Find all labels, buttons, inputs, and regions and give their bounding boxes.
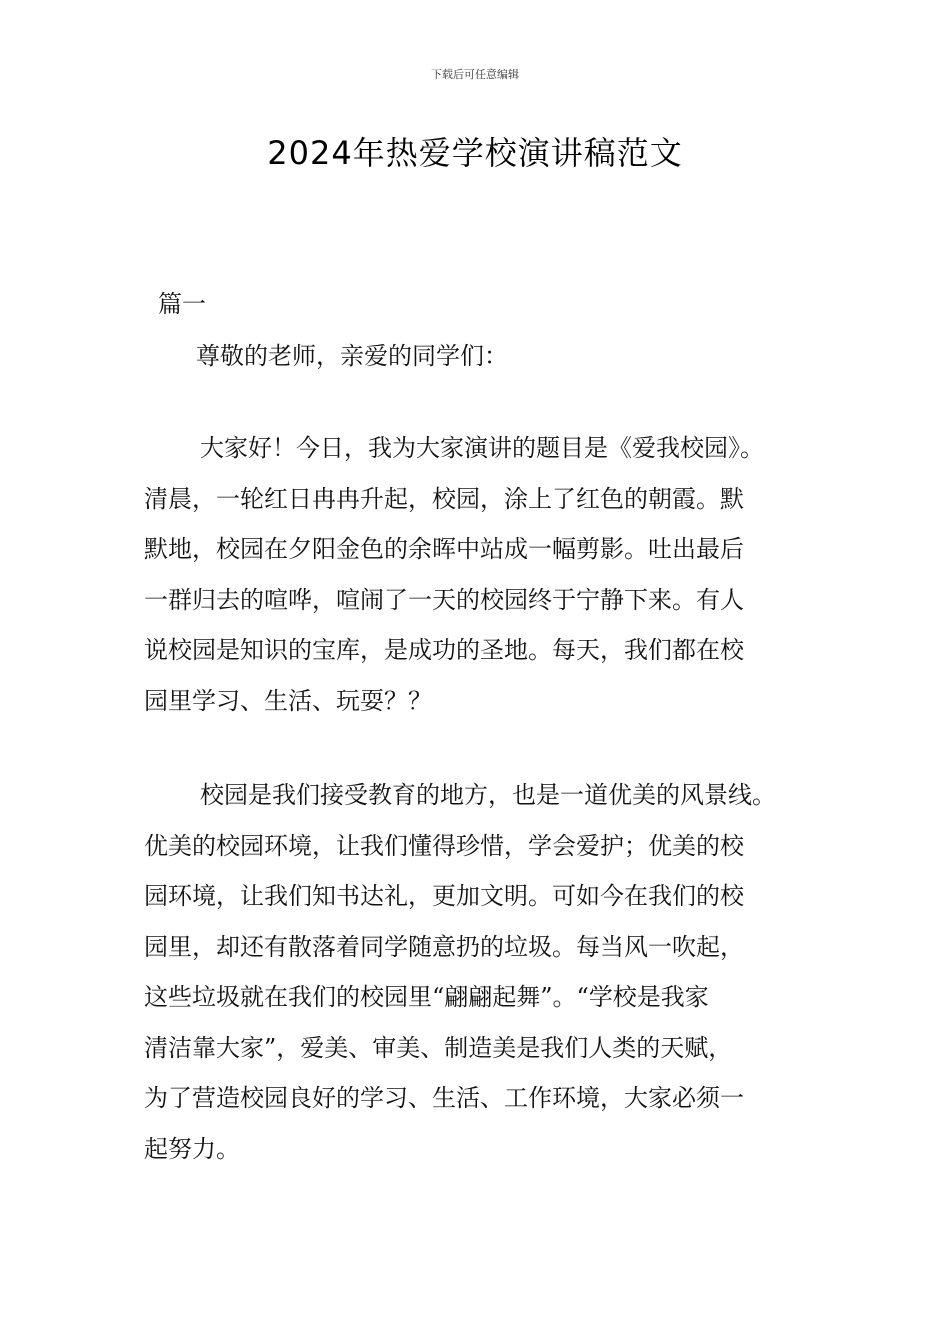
salutation: 尊敬的老师，亲爱的同学们：	[196, 342, 508, 370]
paragraph-line: 优美的校园环境，让我们懂得珍惜，学会爱护；优美的校	[144, 831, 744, 860]
paragraph-line: 清洁靠大家”，爱美、审美、制造美是我们人类的天赋，	[144, 1033, 733, 1062]
paragraph-line: 校园是我们接受教育的地方，也是一道优美的风景线。	[200, 781, 776, 809]
paragraph-line: 说校园是知识的宝库，是成功的圣地。每天，我们都在校	[144, 636, 744, 664]
paragraph-line: 一群归去的喧哗，喧闹了一天的校园终于宁静下来。有人	[144, 585, 744, 614]
paragraph-line: 园环境，让我们知书达礼，更加文明。可如今在我们的校	[144, 882, 744, 910]
header-note: 下载后可任意编辑	[431, 68, 519, 81]
paragraph-line: 为了营造校园良好的学习、生活、工作环境，大家必须一	[144, 1084, 744, 1112]
paragraph-line: 园里，却还有散落着同学随意扔的垃圾。每当风一吹起，	[144, 932, 744, 961]
paragraph-line: 大家好！今日，我为大家演讲的题目是《爱我校园》。	[200, 434, 764, 462]
paragraph-2	[144, 770, 844, 1174]
paragraph-line: 起努力。	[144, 1134, 240, 1163]
paragraph-line: 清晨，一轮红日冉冉升起，校园，涂上了红色的朝霞。默	[144, 484, 744, 513]
document-title: 2024年热爱学校演讲稿范文	[267, 134, 683, 172]
paragraph-line: 默地，校园在夕阳金色的余晖中站成一幅剪影。吐出最后	[144, 535, 744, 563]
paragraph-line: 这些垃圾就在我们的校园里“翩翩起舞”。“学校是我家	[144, 983, 709, 1011]
section-label: 篇一	[158, 290, 206, 318]
paragraph-line: 园里学习、生活、玩耍？？	[144, 686, 432, 715]
paragraph-1	[144, 423, 844, 726]
